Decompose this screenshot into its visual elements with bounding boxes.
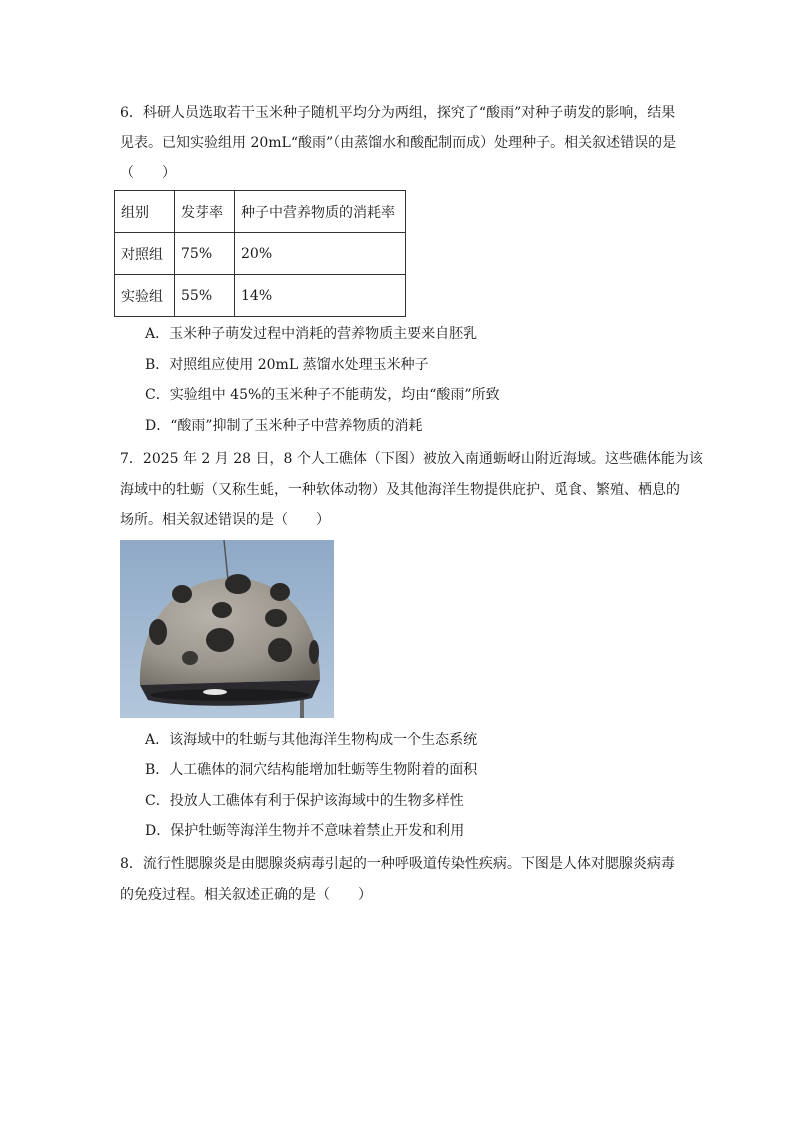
q6-stem-line-2: 见表。已知实验组用 20mL“酸雨”（由蒸馏水和酸配制而成）处理种子。相关叙述错误的是 bbox=[120, 135, 677, 151]
table-cell: 55% bbox=[175, 275, 235, 317]
q7-option-b: B．人工礁体的洞穴结构能增加牡蛎等生物附着的面积 bbox=[145, 762, 478, 778]
q6-stem-line-1: 6．科研人员选取若干玉米种子随机平均分为两组，探究了“酸雨”对种子萌发的影响，结果 bbox=[120, 105, 676, 121]
q6-option-c: C．实验组中 45%的玉米种子不能萌发，均由“酸雨”所致 bbox=[145, 387, 500, 403]
table-header-cell: 发芽率 bbox=[175, 191, 235, 233]
table-cell: 75% bbox=[175, 233, 235, 275]
q7-option-a: A．该海域中的牡蛎与其他海洋生物构成一个生态系统 bbox=[145, 732, 478, 748]
q7-option-c: C．投放人工礁体有利于保护该海域中的生物多样性 bbox=[145, 793, 464, 809]
q6-option-a: A．玉米种子萌发过程中消耗的营养物质主要来自胚乳 bbox=[145, 326, 478, 342]
table-row bbox=[115, 275, 406, 317]
q7-stem-line-2: 海域中的牡蛎（又称生蚝，一种软体动物）及其他海洋生物提供庇护、觅食、繁殖、栖息的 bbox=[120, 482, 680, 498]
table-cell: 实验组 bbox=[115, 275, 175, 317]
q6-option-b: B．对照组应使用 20mL 蒸馏水处理玉米种子 bbox=[145, 357, 429, 373]
q6-option-d: D．“酸雨”抑制了玉米种子中营养物质的消耗 bbox=[145, 418, 423, 434]
q6-stem-line-3: （ ） bbox=[120, 165, 176, 181]
table-header-cell: 种子中营养物质的消耗率 bbox=[235, 191, 406, 233]
table-cell: 20% bbox=[235, 233, 406, 275]
q7-option-d: D．保护牡蛎等海洋生物并不意味着禁止开发和利用 bbox=[145, 823, 465, 839]
table-cell: 14% bbox=[235, 275, 406, 317]
q7-stem-line-3: 场所。相关叙述错误的是（ ） bbox=[120, 512, 330, 528]
q8-stem-line-1: 8．流行性腮腺炎是由腮腺炎病毒引起的一种呼吸道传染性疾病。下图是人体对腮腺炎病毒 bbox=[120, 856, 675, 872]
q6-data-table bbox=[114, 190, 406, 317]
table-header-row bbox=[115, 191, 406, 233]
table-cell: 对照组 bbox=[115, 233, 175, 275]
q8-stem-line-2: 的免疫过程。相关叙述正确的是（ ） bbox=[120, 887, 372, 903]
table-header-cell: 组别 bbox=[115, 191, 175, 233]
artificial-reef-photo bbox=[120, 540, 334, 718]
q7-stem-line-1: 7．2025 年 2 月 28 日，8 个人工礁体（下图）被放入南通蛎岈山附近海域。这些礁体能为该 bbox=[120, 451, 703, 467]
table-row bbox=[115, 233, 406, 275]
